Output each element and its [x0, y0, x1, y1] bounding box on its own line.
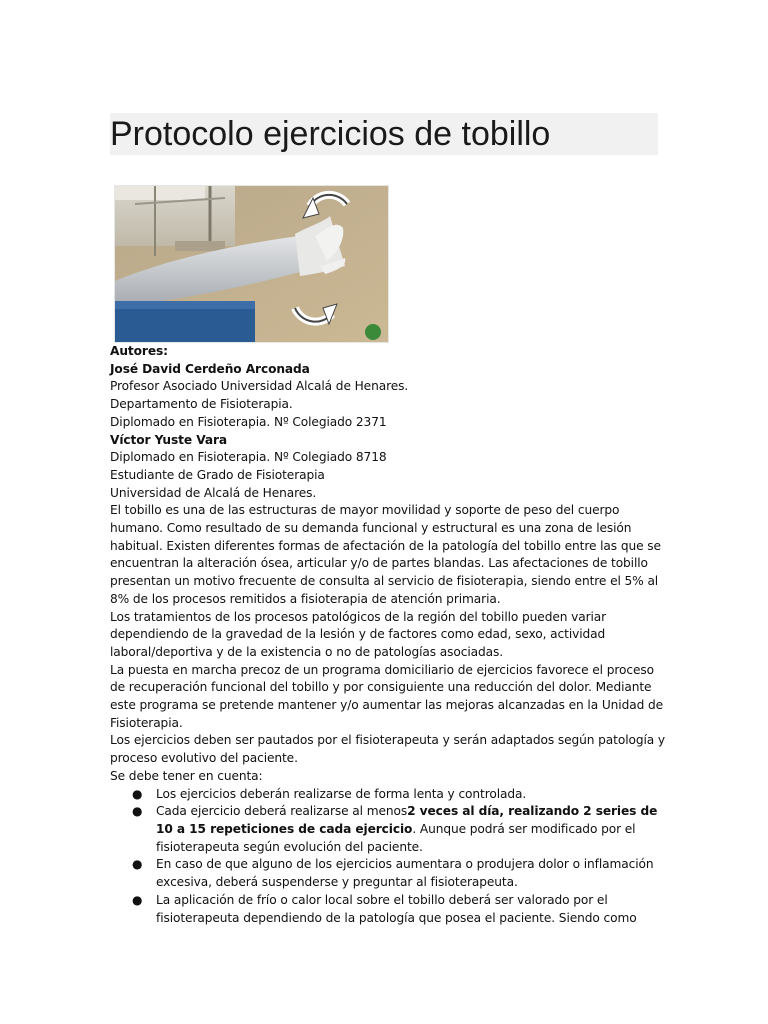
- list-item-emphasis: 2 veces al día, realizando 2 series de 10 a 15 repeticiones de cada ejercicio: [156, 804, 658, 836]
- author-2-name: Víctor Yuste Vara: [110, 432, 228, 447]
- list-item-text: En caso de que alguno de los ejercicios aumentara o produjera dolor o inflamación excesiva, deberá suspenderse y preguntar al fisioterapeuta.: [156, 857, 654, 890]
- list-item-text: Cada ejercicio deberá realizarse al menos: [156, 804, 408, 819]
- paragraph: Los tratamientos de los procesos patológicos de la región del tobillo pueden variar dependiendo de la gravedad de la lesión y de factores como edad, sexo, actividad laboral/deportiva y de la existencia o no de patologías asociadas.: [110, 609, 607, 659]
- author-2-line: Diplomado en Fisioterapia. Nº Colegiado 8718: [110, 450, 387, 465]
- list-item: [110, 892, 670, 927]
- bullet-icon: ●: [132, 804, 143, 819]
- note-heading: Se debe tener en cuenta:: [110, 768, 263, 783]
- bullet-icon: ●: [132, 892, 143, 907]
- list-item-text: La aplicación de frío o calor local sobre el tobillo deberá ser valorado por el fisioterapeuta dependiendo de la patología que posea el paciente. Siendo como: [156, 892, 637, 925]
- author-2-line: Estudiante de Grado de Fisioterapia: [110, 467, 325, 482]
- document-title: Protocolo ejercicios de tobillo: [110, 115, 551, 153]
- author-1-line: Departamento de Fisioterapia.: [110, 397, 293, 412]
- author-1-line: Profesor Asociado Universidad Alcalá de Henares.: [110, 379, 409, 394]
- list-item: [110, 786, 670, 804]
- document-body: [110, 343, 670, 927]
- bullet-icon: ●: [132, 786, 143, 801]
- list-item: [110, 803, 670, 856]
- authors-heading: Autores:: [110, 344, 168, 358]
- list-item-text: . Aunque podrá ser modificado por el fisioterapeuta según evolución del paciente.: [156, 821, 636, 854]
- recommendations-list: [110, 786, 670, 928]
- author-2-line: Universidad de Alcalá de Henares.: [110, 485, 317, 500]
- ankle-exercise-photo: [114, 185, 389, 343]
- list-item-text: Los ejercicios deberán realizarse de forma lenta y controlada.: [156, 786, 527, 801]
- paragraph: Los ejercicios deben ser pautados por el fisioterapeuta y serán adaptados según patología y proceso evolutivo del paciente.: [110, 733, 666, 766]
- paragraph: El tobillo es una de las estructuras de mayor movilidad y soporte de peso del cuerpo humano. Como resultado de su demanda funcional y estructural es una zona de lesión habitual. Existen diferentes formas de afectación de la patología del tobillo entre las que se encuentran la alteración ósea, articular y/o de partes blandas. Las afectaciones de tobillo presentan un motivo frecuente de consulta al servicio de fisioterapia, siendo entre el 5% al 8% de los procesos remitidos a fisioterapia de atención primaria.: [110, 503, 661, 606]
- author-1-name: José David Cerdeño Arconada: [110, 361, 310, 376]
- paragraph: La puesta en marcha precoz de un programa domiciliario de ejercicios favorece el proceso de recuperación funcional del tobillo y por consiguiente una reducción del dolor. Mediante este programa se pretende mantener y/o aumentar las mejoras alcanzadas en la Unidad de Fisioterapia.: [110, 662, 664, 730]
- list-item: [110, 856, 670, 891]
- bullet-icon: ●: [132, 857, 143, 872]
- author-1-line: Diplomado en Fisioterapia. Nº Colegiado 2371: [110, 414, 387, 429]
